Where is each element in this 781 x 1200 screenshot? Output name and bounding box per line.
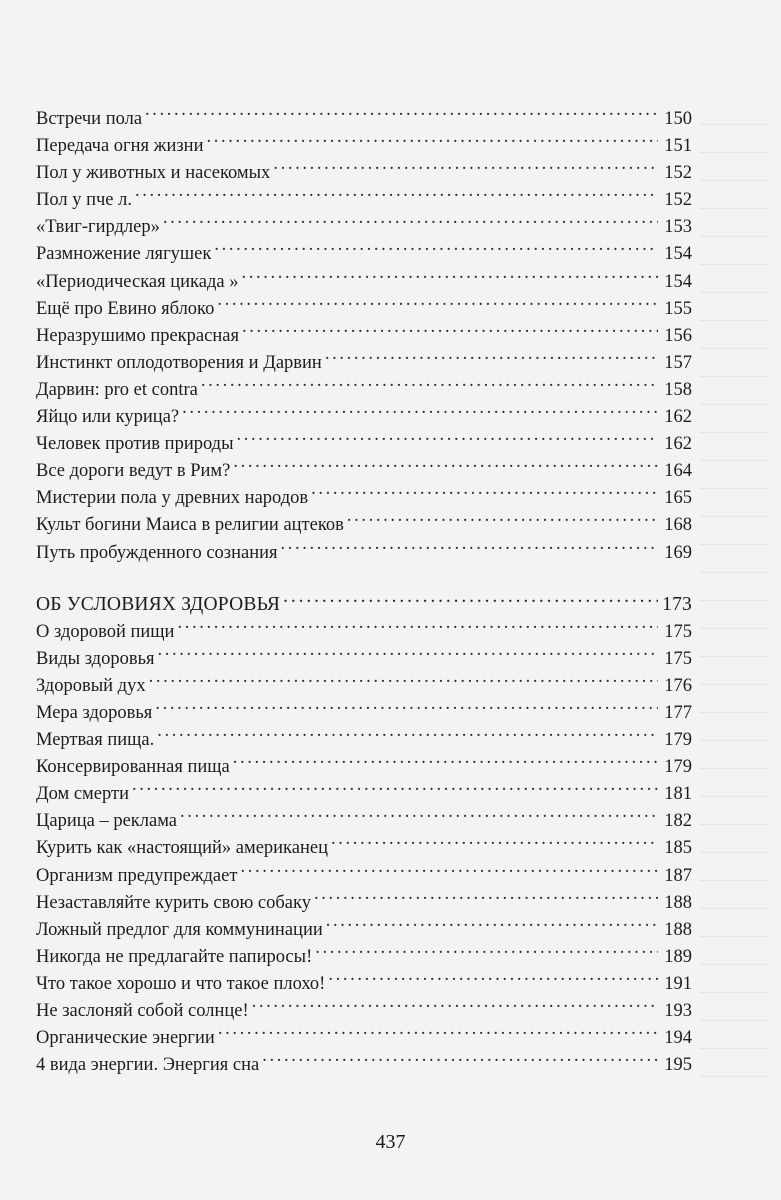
toc-entry-title: «Твиг-гирдлер»	[36, 217, 160, 238]
toc-entry-page: 151	[664, 136, 692, 157]
toc-entry-page: 153	[664, 217, 692, 238]
toc-entry-page: 168	[664, 515, 692, 536]
dot-leader	[135, 178, 658, 205]
toc-entry-title: Инстинкт оплодотворения и Дарвин	[36, 352, 322, 373]
toc-entry-page: 164	[664, 461, 692, 482]
toc-entry-page: 157	[664, 352, 692, 373]
show-through-text	[700, 97, 781, 1097]
show-through-line	[700, 853, 770, 881]
show-through-line	[700, 237, 770, 265]
toc-section-2	[36, 610, 692, 1076]
toc-entry-title: Виды здоровья	[36, 648, 155, 669]
toc-entry-page: 152	[664, 163, 692, 184]
section-heading-page: 173	[662, 593, 692, 615]
show-through-line	[700, 1049, 770, 1077]
dot-leader	[214, 232, 658, 259]
toc-entry-page: 187	[664, 865, 692, 886]
dot-leader	[158, 637, 658, 664]
dot-leader	[262, 1043, 658, 1070]
toc-entry	[36, 772, 692, 805]
show-through-line	[700, 321, 770, 349]
toc-entry-page: 162	[664, 407, 692, 428]
dot-leader	[331, 826, 658, 853]
toc-entry-page: 181	[664, 784, 692, 805]
dot-leader	[132, 772, 658, 799]
show-through-line	[700, 349, 770, 377]
dot-leader	[177, 610, 658, 637]
show-through-line	[700, 181, 770, 209]
toc-entry-page: 150	[664, 109, 692, 129]
toc-entry	[36, 97, 692, 129]
toc-entry-page: 191	[664, 973, 692, 994]
toc-entry	[36, 178, 692, 211]
show-through-line	[700, 601, 770, 629]
toc-section-1	[36, 97, 692, 563]
toc-entry-title: Яйцо или курица?	[36, 407, 180, 428]
show-through-line	[700, 685, 770, 713]
dot-leader	[206, 124, 658, 151]
toc-entry-title: Никогда не предлагайте папиросы!	[36, 946, 313, 967]
dot-leader	[273, 151, 658, 178]
dot-leader	[241, 260, 658, 287]
show-through-line	[700, 545, 770, 573]
toc-entry-page: 188	[664, 892, 692, 913]
show-through-line	[700, 573, 770, 601]
toc-entry-page: 188	[664, 919, 692, 940]
show-through-line	[700, 797, 770, 825]
show-through-line	[700, 629, 770, 657]
toc-entry-title: 4 вида энергии. Энергия сна	[36, 1055, 260, 1076]
dot-leader	[233, 745, 658, 772]
show-through-line	[700, 265, 770, 293]
toc-entry-title: О здоровой пищи	[36, 621, 175, 642]
table-of-contents	[36, 97, 692, 1076]
dot-leader	[315, 935, 658, 962]
show-through-line	[700, 377, 770, 405]
show-through-line	[700, 713, 770, 741]
toc-entry-title: «Периодическая цикада »	[36, 271, 239, 292]
toc-entry-title: Неразрушимо прекрасная	[36, 325, 239, 346]
toc-entry-title: Органические энергии	[36, 1028, 215, 1049]
show-through-line	[700, 965, 770, 993]
toc-entry-page: 154	[664, 244, 692, 265]
page-number: 437	[375, 1131, 406, 1153]
toc-entry-title: Мера здоровья	[36, 702, 153, 723]
show-through-line	[700, 97, 770, 125]
toc-entry-page: 155	[664, 298, 692, 319]
toc-entry-title: Путь пробужденного сознания	[36, 542, 278, 563]
toc-entry-title: Незаставляйте курить свою собаку	[36, 892, 311, 913]
toc-entry-page: 179	[664, 730, 692, 751]
dot-leader	[252, 989, 658, 1016]
toc-entry-page: 185	[664, 838, 692, 859]
dot-leader	[281, 531, 658, 558]
toc-entry-page: 179	[664, 757, 692, 778]
show-through-line	[700, 461, 770, 489]
toc-entry-title: Человек против природы	[36, 434, 234, 455]
dot-leader	[325, 341, 658, 368]
toc-entry-page: 193	[664, 1001, 692, 1021]
toc-entry-title: Мистерии пола у древних народов	[36, 488, 309, 509]
dot-leader	[233, 449, 658, 476]
show-through-line	[700, 125, 770, 153]
toc-entry-title: Курить как «настоящий» американец	[36, 838, 328, 859]
dot-leader	[217, 287, 658, 314]
toc-section-heading	[36, 583, 692, 615]
dot-leader	[314, 881, 658, 908]
show-through-line	[700, 825, 770, 853]
dot-leader	[157, 718, 658, 745]
toc-entry-page: 175	[664, 621, 692, 642]
show-through-line	[700, 937, 770, 965]
section-heading-title: ОБ УСЛОВИЯХ ЗДОРОВЬЯ	[36, 593, 281, 615]
show-through-line	[700, 517, 770, 545]
toc-entry-page: 182	[664, 811, 692, 832]
show-through-line	[700, 741, 770, 769]
dot-leader	[180, 799, 658, 826]
show-through-line	[700, 153, 770, 181]
toc-entry-title: Царица – реклама	[36, 811, 178, 832]
toc-entry-page: 194	[664, 1028, 692, 1049]
dot-leader	[326, 908, 658, 935]
dot-leader	[218, 1016, 658, 1043]
toc-entry-title: Мертвая пища.	[36, 730, 155, 751]
dot-leader	[311, 476, 658, 503]
toc-entry-page: 154	[664, 271, 692, 292]
show-through-line	[700, 993, 770, 1021]
toc-entry-title: Пол у пче л.	[36, 190, 132, 211]
toc-entry-title: Культ богини Маиса в религии ацтеков	[36, 515, 344, 536]
dot-leader	[155, 691, 658, 718]
toc-entry-page: 195	[664, 1055, 692, 1076]
dot-leader	[240, 854, 658, 881]
toc-entry-page: 162	[664, 434, 692, 455]
toc-entry-page: 175	[664, 648, 692, 669]
dot-leader	[283, 583, 658, 610]
toc-entry-page: 158	[664, 379, 692, 400]
show-through-line	[700, 881, 770, 909]
dot-leader	[237, 422, 658, 449]
toc-entry-page: 177	[664, 702, 692, 723]
show-through-line	[700, 1021, 770, 1049]
toc-entry-page: 189	[664, 946, 692, 967]
show-through-line	[700, 405, 770, 433]
toc-entry-title: Дом смерти	[36, 784, 129, 805]
toc-entry-title: Дарвин: pro et contra	[36, 379, 198, 400]
show-through-line	[700, 433, 770, 461]
toc-entry-title: Организм предупреждает	[36, 865, 238, 886]
dot-leader	[149, 664, 658, 691]
toc-entry-title: Все дороги ведут в Рим?	[36, 461, 231, 482]
dot-leader	[182, 395, 658, 422]
show-through-line	[700, 293, 770, 321]
show-through-line	[700, 909, 770, 937]
show-through-line	[700, 489, 770, 517]
show-through-line	[700, 769, 770, 797]
show-through-line	[700, 209, 770, 237]
toc-entry-page: 176	[664, 675, 692, 696]
toc-entry-title: Консервированная пища	[36, 757, 230, 778]
toc-entry-page: 165	[664, 488, 692, 509]
toc-entry	[36, 799, 692, 832]
toc-entry-title: Здоровый дух	[36, 675, 146, 696]
toc-entry-title: Передача огня жизни	[36, 136, 204, 157]
dot-leader	[347, 503, 658, 530]
toc-entry-title: Не заслоняй собой солнце!	[36, 1001, 249, 1021]
dot-leader	[201, 368, 658, 395]
toc-entry-page: 152	[664, 190, 692, 211]
toc-entry-title: Размножение лягушек	[36, 244, 212, 265]
show-through-line	[700, 1077, 770, 1097]
toc-entry-title: Пол у животных и насекомых	[36, 163, 271, 184]
dot-leader	[163, 205, 658, 232]
dot-leader	[242, 314, 658, 341]
toc-entry-page: 169	[664, 542, 692, 563]
toc-entry-title: Что такое хорошо и что такое плохо!	[36, 973, 326, 994]
toc-entry	[36, 205, 692, 238]
dot-leader	[328, 962, 658, 989]
dot-leader	[145, 97, 658, 124]
toc-entry-title: Ложный предлог для коммунинации	[36, 919, 323, 940]
toc-entry-page: 156	[664, 325, 692, 346]
toc-entry-title: Встречи пола	[36, 109, 143, 129]
toc-entry-title: Ещё про Евино яблоко	[36, 298, 215, 319]
show-through-line	[700, 657, 770, 685]
